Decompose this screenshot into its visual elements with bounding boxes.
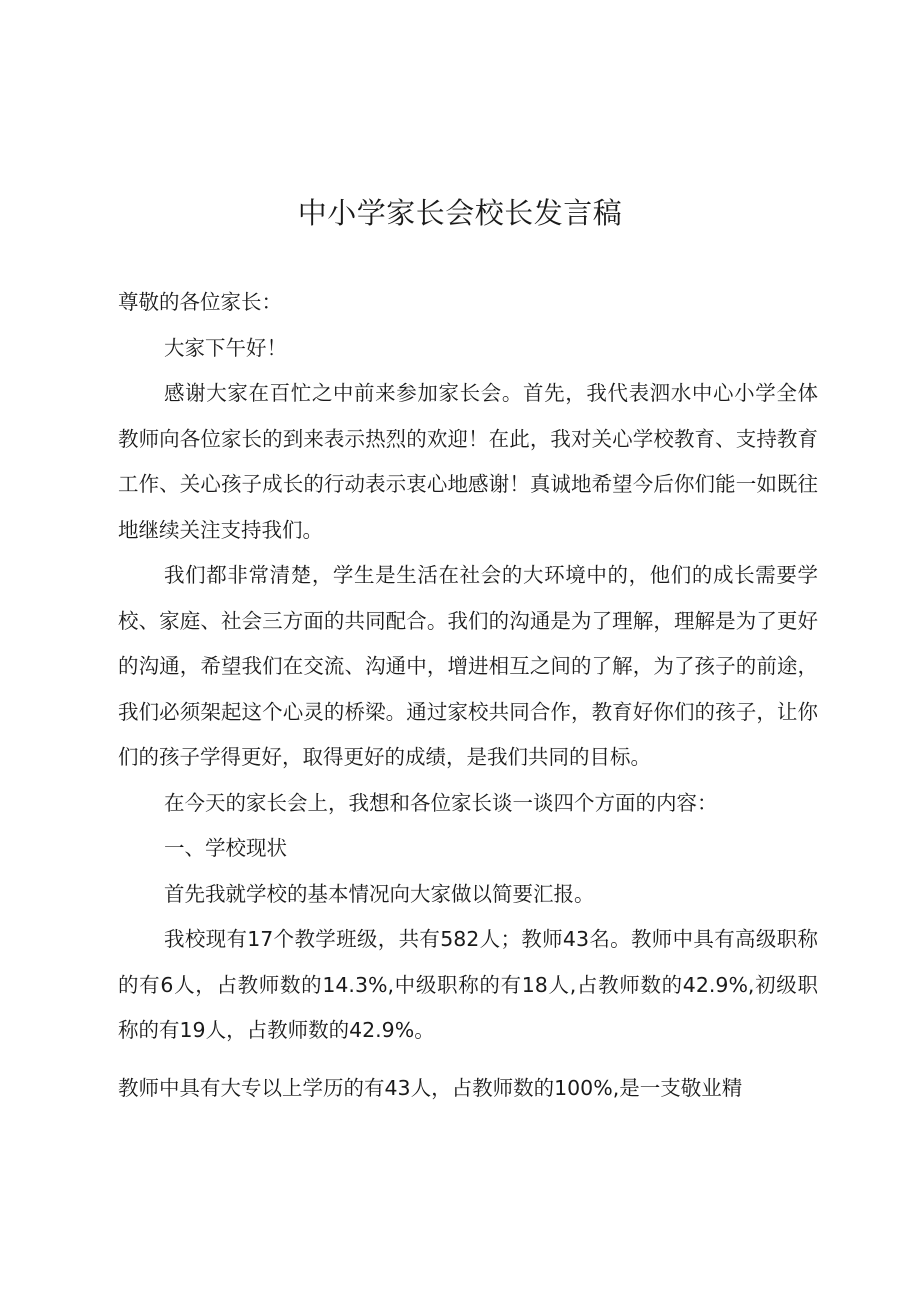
- salutation: 尊敬的各位家长：: [118, 290, 282, 314]
- greeting: 大家下午好！: [164, 335, 287, 360]
- paragraph-thanks: 感谢大家在百忙之中前来参加家长会。首先，我代表泗水中心小学全体教师向各位家长的到来表示热烈的欢迎！在此，我对关心学校教育、支持教育工作、关心孩子成长的行动表示衷心地感谢！真诚地希望今后你们能一如既往地继续关注支持我们。: [118, 381, 818, 542]
- document-title: 中小学家长会校长发言稿: [297, 196, 623, 230]
- paragraph-agenda: 在今天的家长会上，我想和各位家长谈一谈四个方面的内容：: [164, 790, 718, 815]
- paragraph-cooperation: 我们都非常清楚，学生是生活在社会的大环境中的，他们的成长需要学校、家庭、社会三方面的共同配合。我们的沟通是为了理解，理解是为了更好的沟通，希望我们在交流、沟通中，增进相互之间的了解，为了孩子的前途，我们必须架起这个心灵的桥梁。通过家校共同合作，教育好你们的孩子，让你们的孩子学得更好，取得更好的成绩，是我们共同的目标。: [118, 563, 818, 769]
- paragraph-staff-stats: 我校现有17个教学班级，共有582人；教师43名。教师中具有高级职称的有6人，占教师数的14.3%,中级职称的有18人,占教师数的42.9%,初级职称的有19人，占教师数的42.9%。: [118, 927, 818, 1042]
- paragraph-intro-report: 首先我就学校的基本情况向大家做以简要汇报。: [164, 881, 595, 906]
- document-body: [118, 280, 818, 1111]
- paragraph-education-stats: 教师中具有大专以上学历的有43人，占教师数的100%,是一支敬业精: [118, 1075, 743, 1100]
- section-heading-school-status: 一、学校现状: [164, 836, 287, 860]
